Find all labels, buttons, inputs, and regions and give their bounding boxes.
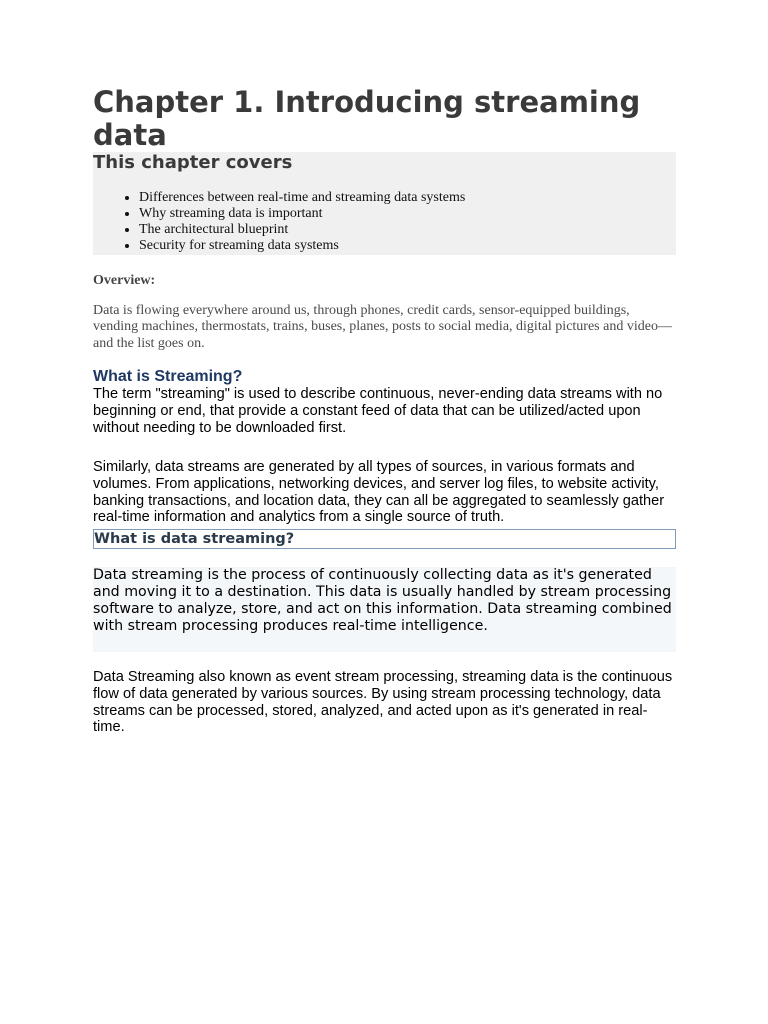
overview-paragraph: Data is flowing everywhere around us, through phones, credit cards, sensor-equipped buildings, vending machines, thermostats, trains, buses, planes, posts to social media, digital pictures and video—and the list goes on. — [93, 303, 672, 351]
data-streaming-heading-box — [93, 529, 676, 549]
data-streaming-definition: Data streaming is the process of continuously collecting data as it's generated and moving it to a destination. This data is usually handled by stream processing software to analyze, store, and act on this information. Data streaming combined with stream processing produces real-time intelligence. — [93, 567, 672, 634]
chapter-title: Chapter 1. Introducing streaming data — [93, 85, 641, 152]
covers-heading: This chapter covers — [93, 152, 293, 173]
chapter-covers-box — [93, 152, 676, 255]
data-streaming-paragraph: Data Streaming also known as event stream processing, streaming data is the continuous flow of data generated by various sources. By using stream processing technology, data streams can be processed, stored, analyzed, and acted upon as it's generated in real-time. — [93, 669, 673, 736]
covers-list-item: • Differences between real-time and streaming data systems — [139, 190, 699, 206]
streaming-paragraph-2: Similarly, data streams are generated by all types of sources, in various formats and volumes. From applications, networking devices, and server log files, to website activity, banking transactions, and location data, they can all be aggregated to seamlessly gather real-time information and analytics from a single source of truth. — [93, 459, 665, 526]
overview-label: Overview: — [93, 273, 156, 288]
covers-list-item: • Security for streaming data systems — [139, 238, 699, 254]
what-is-data-streaming-heading: What is data streaming? — [94, 531, 295, 547]
what-is-streaming-heading: What is Streaming? — [93, 368, 243, 385]
data-streaming-definition-box — [93, 567, 676, 652]
covers-list-item: • The architectural blueprint — [139, 222, 699, 238]
streaming-paragraph-1: The term "streaming" is used to describe continuous, never-ending data streams with no beginning or end, that provide a constant feed of data that can be utilized/acted upon without needing to be downloaded first. — [93, 386, 663, 436]
covers-list — [116, 190, 699, 254]
covers-list-item: • Why streaming data is important — [139, 206, 699, 222]
